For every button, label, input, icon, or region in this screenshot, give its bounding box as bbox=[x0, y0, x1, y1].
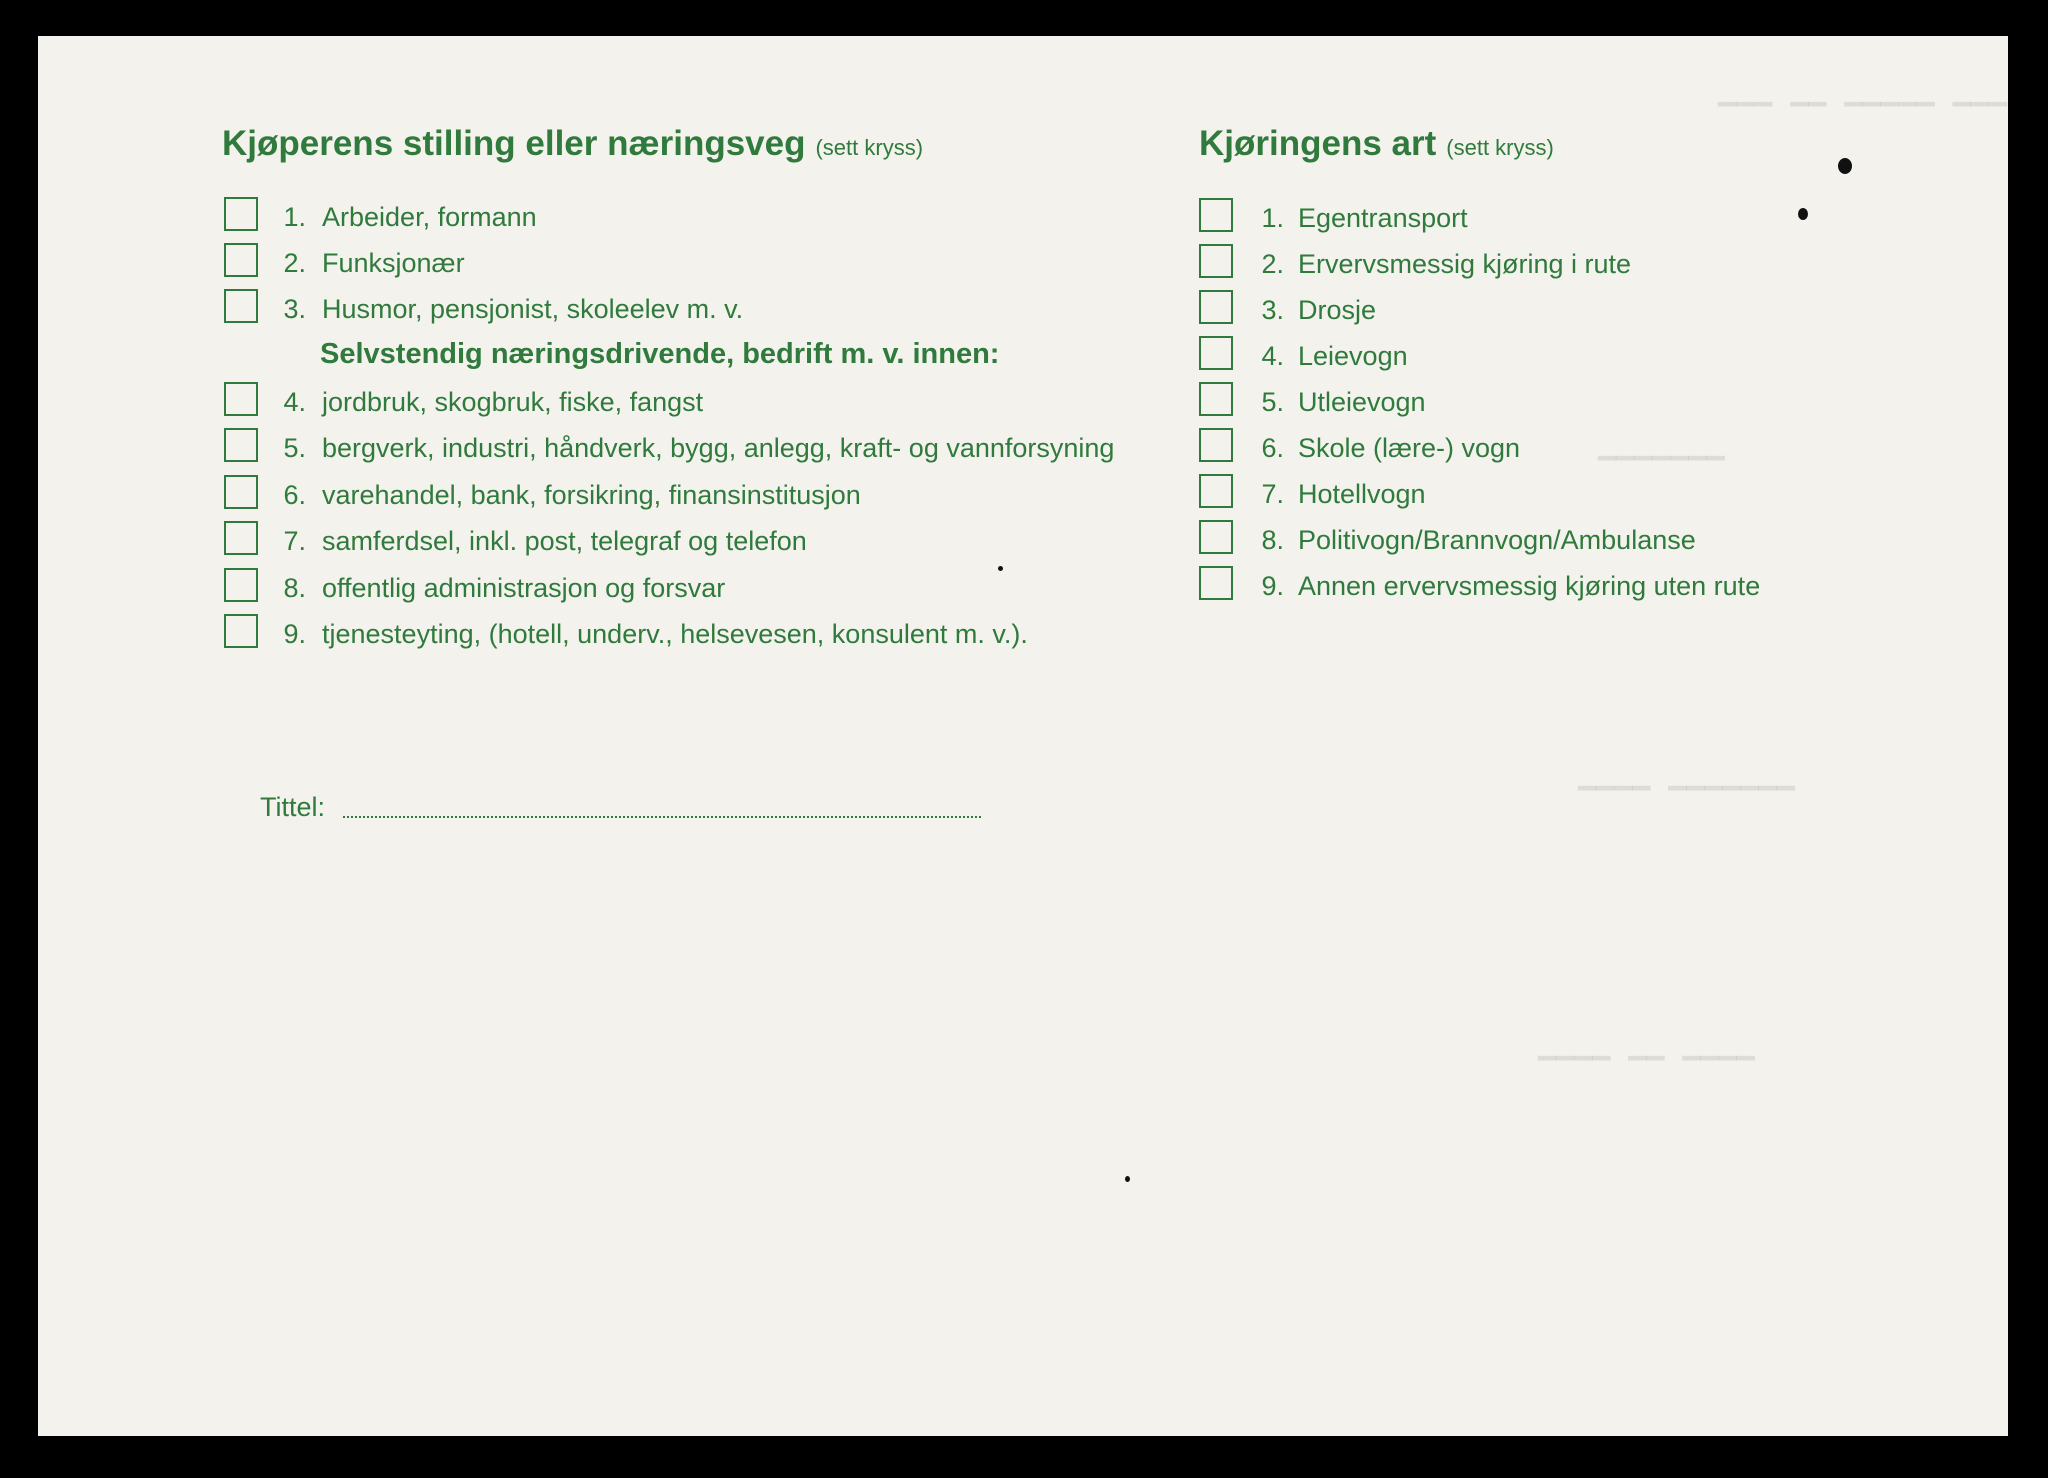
option-label: Hotellvogn bbox=[1298, 479, 1426, 509]
option-number: 8. bbox=[283, 572, 306, 603]
buyer-checkbox[interactable] bbox=[224, 475, 258, 509]
buyer-checkbox[interactable] bbox=[224, 382, 258, 416]
option-label: bergverk, industri, håndverk, bygg, anlegg, kraft- og vannforsyning bbox=[322, 433, 1115, 464]
ink-speck bbox=[1838, 158, 1852, 174]
buyer-checkbox[interactable] bbox=[224, 243, 258, 277]
driving-title-text: Kjøringens art bbox=[1199, 124, 1437, 163]
bleed-through: ▁▁▁▁ ▁▁ ▁▁▁▁ bbox=[1538, 1029, 1755, 1063]
option-number: 5. bbox=[1261, 387, 1284, 417]
option-label: Egentransport bbox=[1298, 203, 1468, 233]
option-label: Funksjonær bbox=[322, 248, 465, 278]
option-label: offentlig administrasjon og forsvar bbox=[322, 572, 726, 603]
driving-checkbox[interactable] bbox=[1199, 520, 1233, 554]
buyer-checkbox[interactable] bbox=[224, 521, 258, 555]
option-number: 2. bbox=[1261, 249, 1284, 279]
option-label: samferdsel, inkl. post, telegraf og telefon bbox=[322, 526, 807, 557]
driving-checkbox[interactable] bbox=[1199, 566, 1233, 600]
form-sheet bbox=[38, 36, 2008, 1436]
option-label: Utleievogn bbox=[1298, 387, 1426, 417]
self-employed-subheading: Selvstendig næringsdrivende, bedrift m. v. innen: bbox=[320, 338, 1000, 370]
driving-title-note: (sett kryss) bbox=[1446, 135, 1554, 160]
ink-speck bbox=[998, 566, 1003, 571]
driving-checkbox[interactable] bbox=[1199, 336, 1233, 370]
option-number: 2. bbox=[283, 248, 306, 278]
tittel-field[interactable] bbox=[343, 816, 981, 818]
option-number: 4. bbox=[1261, 341, 1284, 371]
option-number: 3. bbox=[283, 294, 306, 324]
option-number: 8. bbox=[1261, 525, 1284, 555]
driving-checkbox[interactable] bbox=[1199, 428, 1233, 462]
option-number: 5. bbox=[283, 433, 306, 464]
option-label: Drosje bbox=[1298, 295, 1377, 325]
option-number: 7. bbox=[1261, 479, 1284, 509]
ink-speck bbox=[1125, 1176, 1130, 1182]
buyer-title-text: Kjøperens stilling eller næringsveg bbox=[222, 124, 806, 163]
option-label: Skole (lære-) vogn bbox=[1298, 433, 1521, 463]
option-number: 7. bbox=[283, 526, 306, 557]
option-label: Husmor, pensjonist, skoleelev m. v. bbox=[322, 294, 744, 324]
option-number: 1. bbox=[1261, 203, 1284, 233]
option-number: 9. bbox=[283, 619, 306, 649]
option-label: Politivogn/Brannvogn/Ambulanse bbox=[1298, 525, 1696, 555]
option-label: Annen ervervsmessig kjøring uten rute bbox=[1298, 571, 1761, 601]
ink-speck bbox=[1798, 208, 1808, 220]
option-label: varehandel, bank, forsikring, finansinstitusjon bbox=[322, 479, 861, 510]
bleed-through: ▁▁▁▁▁▁▁ bbox=[1598, 429, 1725, 463]
bleed-through: ▁▁▁ ▁▁ ▁▁▁▁▁ ▁▁▁ bbox=[1718, 75, 2007, 109]
buyer-checkbox[interactable] bbox=[224, 428, 258, 462]
option-number: 6. bbox=[283, 479, 306, 510]
option-number: 1. bbox=[283, 202, 306, 232]
option-label: Leievogn bbox=[1298, 341, 1408, 371]
buyer-section-title bbox=[222, 124, 923, 164]
driving-checkbox[interactable] bbox=[1199, 382, 1233, 416]
option-label: tjenesteyting, (hotell, underv., helsevesen, konsulent m. v.). bbox=[322, 619, 1028, 649]
option-label: Arbeider, formann bbox=[322, 202, 537, 232]
buyer-title-note: (sett kryss) bbox=[815, 135, 924, 160]
bleed-through: ▁▁▁▁ ▁▁▁▁▁▁▁ bbox=[1578, 759, 1795, 793]
driving-checkbox[interactable] bbox=[1199, 198, 1233, 232]
driving-section-title bbox=[1199, 124, 1554, 164]
option-number: 6. bbox=[1261, 433, 1284, 463]
option-number: 4. bbox=[283, 387, 306, 417]
buyer-checkbox[interactable] bbox=[224, 568, 258, 602]
option-label: jordbruk, skogbruk, fiske, fangst bbox=[322, 387, 704, 417]
buyer-checkbox[interactable] bbox=[224, 614, 258, 648]
driving-checkbox[interactable] bbox=[1199, 474, 1233, 508]
driving-checkbox[interactable] bbox=[1199, 290, 1233, 324]
option-number: 3. bbox=[1261, 295, 1284, 325]
driving-checkbox[interactable] bbox=[1199, 244, 1233, 278]
option-label: Ervervsmessig kjøring i rute bbox=[1298, 249, 1632, 279]
tittel-label: Tittel: bbox=[260, 792, 326, 822]
option-number: 9. bbox=[1261, 571, 1284, 601]
buyer-checkbox[interactable] bbox=[224, 197, 258, 231]
buyer-checkbox[interactable] bbox=[224, 289, 258, 323]
